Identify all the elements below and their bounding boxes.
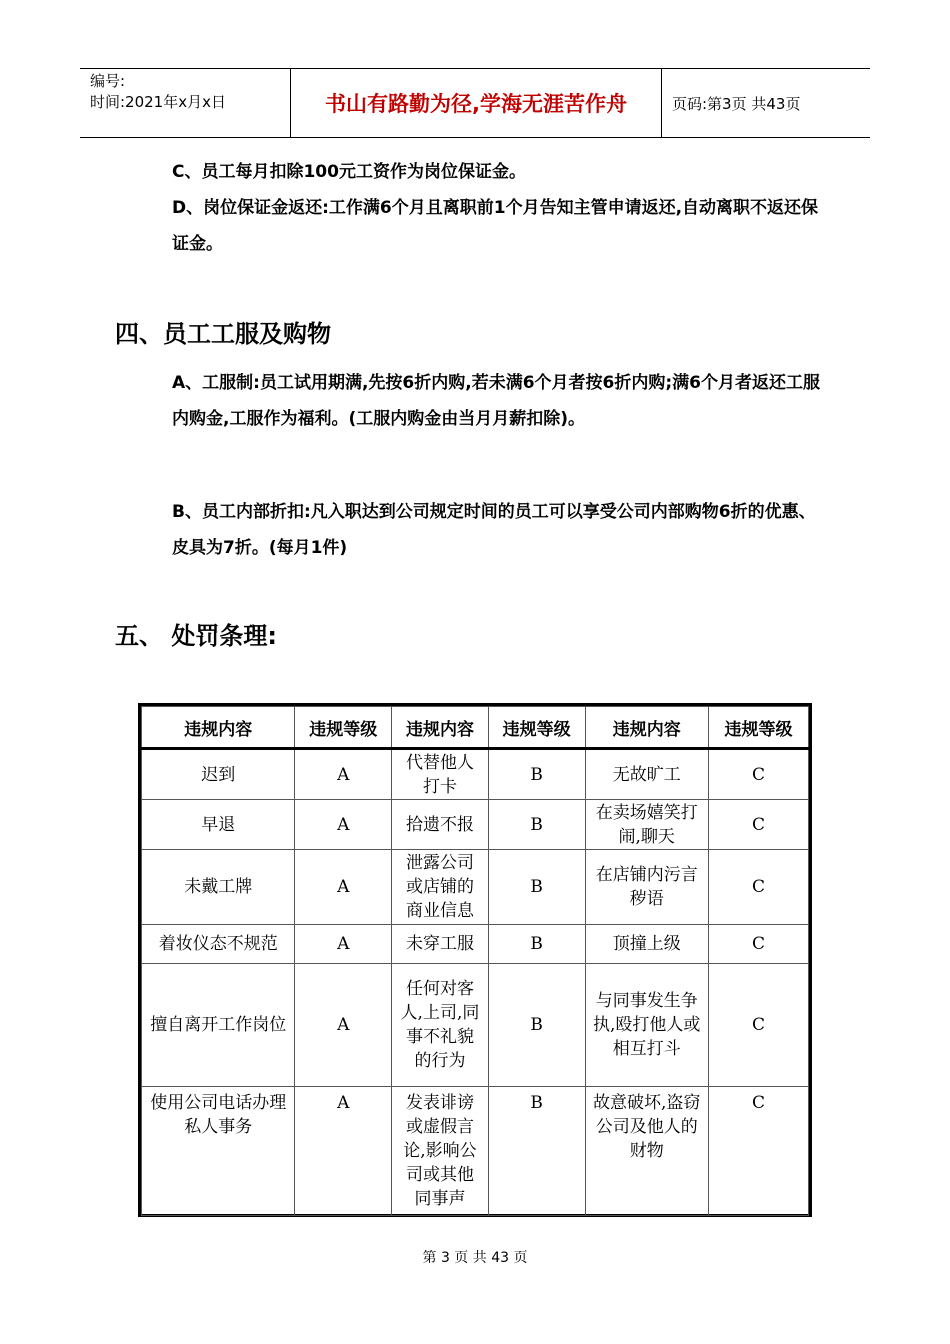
table-cell: B (488, 964, 585, 1087)
table-cell: 使用公司电话办理私人事务 (142, 1087, 295, 1216)
item-d: D、岗位保证金返还:工作满6个月且离职前1个月告知主管申请返还,自动离职不返还保证金。 (172, 198, 819, 254)
item-c: C、员工每月扣除100元工资作为岗位保证金。 (172, 162, 526, 182)
table-header-row (142, 707, 809, 749)
table-cell: 与同事发生争执,殴打他人或相互打斗 (585, 964, 708, 1087)
section5-title: 五、 处罚条理: (115, 622, 277, 650)
table-cell: 未戴工牌 (142, 850, 295, 925)
table-cell: A (295, 749, 392, 800)
table-cell: A (295, 964, 392, 1087)
table-cell: A (295, 1087, 392, 1216)
table-row (142, 1087, 809, 1216)
table-cell: 未穿工服 (392, 925, 489, 964)
table-cell: C (708, 850, 808, 925)
table-cell: 发表诽谤或虚假言论,影响公司或其他同事声 (392, 1087, 489, 1216)
header-motto: 书山有路勤为径,学海无涯苦作舟 (291, 69, 662, 137)
header-number: 编号: (90, 72, 126, 90)
section4-item-a: A、工服制:员工试用期满,先按6折内购,若未满6个月者按6折内购;满6个月者返还工服内购金,工服作为福利。(工服内购金由当月月薪扣除)。 (172, 373, 820, 429)
table-cell: 着妆仪态不规范 (142, 925, 295, 964)
table-row (142, 749, 809, 800)
table-cell: B (488, 925, 585, 964)
table-row (142, 925, 809, 964)
table-cell: C (708, 749, 808, 800)
header-level-3: 违规等级 (708, 707, 808, 749)
table-row (142, 800, 809, 850)
header-meta (80, 69, 291, 137)
header-level-2: 违规等级 (488, 707, 585, 749)
header-page-info: 页码:第3页 共43页 (672, 94, 801, 113)
table-cell: 迟到 (142, 749, 295, 800)
table-cell: 在卖场嬉笑打闹,聊天 (585, 800, 708, 850)
table-cell: 早退 (142, 800, 295, 850)
table-cell: B (488, 749, 585, 800)
table-cell: C (708, 1087, 808, 1216)
section4-title: 四、员工工服及购物 (115, 320, 331, 348)
table-cell: A (295, 925, 392, 964)
table-cell: 擅自离开工作岗位 (142, 964, 295, 1087)
table-cell: B (488, 1087, 585, 1216)
table-cell: C (708, 800, 808, 850)
table-cell: 在店铺内污言秽语 (585, 850, 708, 925)
section4-item-b: B、员工内部折扣:凡入职达到公司规定时间的员工可以享受公司内部购物6折的优惠、皮具为7折。(每月1件) (172, 502, 816, 558)
table-row (142, 964, 809, 1087)
header-time: 时间:2021年x月x日 (90, 93, 226, 111)
header-level-1: 违规等级 (295, 707, 392, 749)
table-cell: 无故旷工 (585, 749, 708, 800)
page-footer: 第 3 页 共 43 页 (422, 1250, 528, 1266)
table-cell: 拾遗不报 (392, 800, 489, 850)
page-header (80, 68, 870, 138)
table-cell: 任何对客人,上司,同事不礼貌的行为 (392, 964, 489, 1087)
table-cell: 故意破坏,盗窃公司及他人的财物 (585, 1087, 708, 1216)
table-cell: 泄露公司或店铺的商业信息 (392, 850, 489, 925)
table-cell: A (295, 850, 392, 925)
header-violation-3: 违规内容 (585, 707, 708, 749)
table-cell: B (488, 850, 585, 925)
header-violation-1: 违规内容 (142, 707, 295, 749)
table-cell: B (488, 800, 585, 850)
table-row (142, 850, 809, 925)
header-violation-2: 违规内容 (392, 707, 489, 749)
table-cell: C (708, 964, 808, 1087)
penalty-table (138, 703, 812, 1217)
table-cell: 顶撞上级 (585, 925, 708, 964)
table-cell: A (295, 800, 392, 850)
table-cell: C (708, 925, 808, 964)
table-cell: 代替他人打卡 (392, 749, 489, 800)
